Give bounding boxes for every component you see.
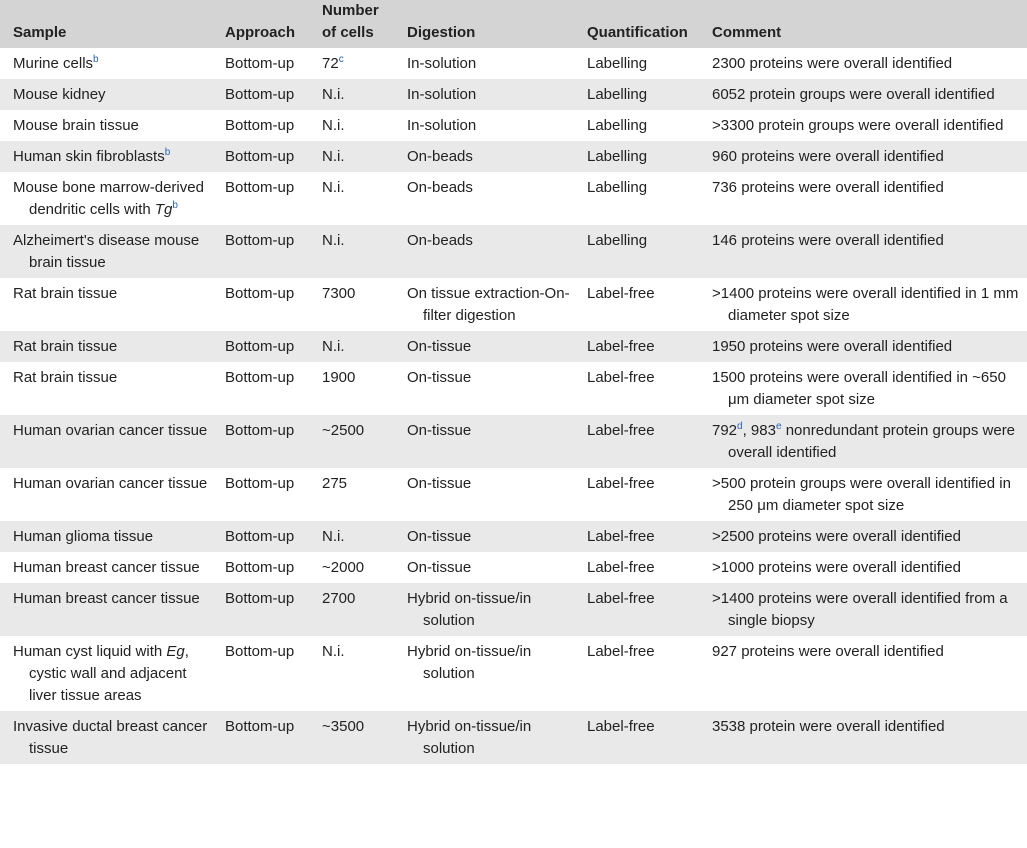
cell-sample: Invasive ductal breast cancer tissue <box>0 711 212 764</box>
footnote-marker: b <box>93 54 99 65</box>
cell-sample: Murine cells$^b$ <box>0 48 212 79</box>
cell-digestion: On-tissue <box>394 552 574 583</box>
cell-comment: >1400 proteins were overall identified from a single biopsy <box>699 583 1027 636</box>
cell-quant: Label-free <box>574 636 699 711</box>
cell-sample: Rat brain tissue <box>0 278 212 331</box>
cell-cells: 72$^c$ <box>309 48 394 79</box>
table-row <box>0 468 1027 521</box>
cell-sample: Rat brain tissue <box>0 331 212 362</box>
cell-comment: 736 proteins were overall identified <box>699 172 1027 225</box>
cell-sample: Alzheimert's disease mouse brain tissue <box>0 225 212 278</box>
cell-approach: Bottom-up <box>212 48 309 79</box>
cell-cells: N.i. <box>309 331 394 362</box>
cell-quant: Label-free <box>574 415 699 468</box>
cell-cells: ~3500 <box>309 711 394 764</box>
header-sample: Sample <box>0 0 212 48</box>
footnote-marker: e <box>775 421 782 432</box>
cell-sample: Mouse bone marrow-derived dendritic cells with Tg$^b$ <box>0 172 212 225</box>
table-row <box>0 141 1027 172</box>
header-cells-line2: of cells <box>322 24 374 41</box>
footnote-marker: b <box>164 147 171 158</box>
cell-digestion: On-beads <box>394 141 574 172</box>
cell-cells: N.i. <box>309 141 394 172</box>
header-row <box>0 0 1027 48</box>
cell-quant: Labelling <box>574 48 699 79</box>
cell-approach: Bottom-up <box>212 362 309 415</box>
cell-approach: Bottom-up <box>212 415 309 468</box>
cell-quant: Label-free <box>574 278 699 331</box>
table-row <box>0 110 1027 141</box>
cell-digestion: On-tissue <box>394 468 574 521</box>
header-number-of-cells <box>309 0 394 48</box>
cell-comment: 1500 proteins were overall identified in ~650 μm diameter spot size <box>699 362 1027 415</box>
table-row <box>0 48 1027 79</box>
cell-cells: N.i. <box>309 521 394 552</box>
cell-approach: Bottom-up <box>212 141 309 172</box>
cell-approach: Bottom-up <box>212 331 309 362</box>
table-row <box>0 711 1027 764</box>
cell-quant: Labelling <box>574 79 699 110</box>
cell-approach: Bottom-up <box>212 711 309 764</box>
cell-cells: N.i. <box>309 110 394 141</box>
cell-approach: Bottom-up <box>212 79 309 110</box>
cell-comment: 146 proteins were overall identified <box>699 225 1027 278</box>
header-comment: Comment <box>699 0 1027 48</box>
cell-digestion: On-tissue <box>394 521 574 552</box>
cell-sample: Human cyst liquid with Eg, cystic wall and adjacent liver tissue areas <box>0 636 212 711</box>
table-row <box>0 636 1027 711</box>
cell-approach: Bottom-up <box>212 521 309 552</box>
cell-cells: N.i. <box>309 79 394 110</box>
cell-cells: 7300 <box>309 278 394 331</box>
cell-cells: 2700 <box>309 583 394 636</box>
header-quantification: Quantification <box>574 0 699 48</box>
footnote-marker: d <box>737 421 743 432</box>
cell-quant: Labelling <box>574 110 699 141</box>
cell-approach: Bottom-up <box>212 225 309 278</box>
cell-cells: N.i. <box>309 172 394 225</box>
cell-sample: Human breast cancer tissue <box>0 583 212 636</box>
cell-cells: N.i. <box>309 636 394 711</box>
cell-approach: Bottom-up <box>212 172 309 225</box>
cell-digestion: On-beads <box>394 225 574 278</box>
cell-digestion: On-tissue <box>394 362 574 415</box>
cell-comment: >3300 protein groups were overall identified <box>699 110 1027 141</box>
cell-comment: 2300 proteins were overall identified <box>699 48 1027 79</box>
cell-sample: Human ovarian cancer tissue <box>0 468 212 521</box>
cell-approach: Bottom-up <box>212 110 309 141</box>
cell-digestion: On-beads <box>394 172 574 225</box>
cell-digestion: In-solution <box>394 79 574 110</box>
table-row <box>0 225 1027 278</box>
cell-cells: 275 <box>309 468 394 521</box>
cell-comment: >1400 proteins were overall identified in 1 mm diameter spot size <box>699 278 1027 331</box>
cell-approach: Bottom-up <box>212 468 309 521</box>
cell-digestion: On-tissue <box>394 415 574 468</box>
cell-cells: 1900 <box>309 362 394 415</box>
cell-digestion: In-solution <box>394 110 574 141</box>
cell-quant: Labelling <box>574 172 699 225</box>
cell-comment: >2500 proteins were overall identified <box>699 521 1027 552</box>
cell-quant: Label-free <box>574 331 699 362</box>
cell-comment: 1950 proteins were overall identified <box>699 331 1027 362</box>
table-row <box>0 172 1027 225</box>
table-row <box>0 583 1027 636</box>
cell-comment: 792$^d$, 983e nonredundant protein groups were overall identified <box>699 415 1027 468</box>
header-approach: Approach <box>212 0 309 48</box>
cell-digestion: Hybrid on-tissue/in solution <box>394 711 574 764</box>
cell-sample: Mouse kidney <box>0 79 212 110</box>
cell-quant: Label-free <box>574 583 699 636</box>
cell-digestion: On-tissue <box>394 331 574 362</box>
cell-sample: Rat brain tissue <box>0 362 212 415</box>
header-digestion: Digestion <box>394 0 574 48</box>
cell-quant: Label-free <box>574 468 699 521</box>
cell-comment: >1000 proteins were overall identified <box>699 552 1027 583</box>
cell-approach: Bottom-up <box>212 552 309 583</box>
cell-comment: 960 proteins were overall identified <box>699 141 1027 172</box>
cell-approach: Bottom-up <box>212 583 309 636</box>
cell-cells: ~2000 <box>309 552 394 583</box>
table-row <box>0 79 1027 110</box>
cell-sample: Human glioma tissue <box>0 521 212 552</box>
footnote-marker: b <box>172 200 178 211</box>
cell-quant: Label-free <box>574 552 699 583</box>
cell-quant: Labelling <box>574 225 699 278</box>
cell-sample: Human breast cancer tissue <box>0 552 212 583</box>
cell-sample: Mouse brain tissue <box>0 110 212 141</box>
cell-quant: Labelling <box>574 141 699 172</box>
cell-cells: ~2500 <box>309 415 394 468</box>
cell-comment: 927 proteins were overall identified <box>699 636 1027 711</box>
footnote-marker: c <box>338 54 344 65</box>
cell-comment: >500 protein groups were overall identified in 250 μm diameter spot size <box>699 468 1027 521</box>
table-row <box>0 552 1027 583</box>
cell-quant: Label-free <box>574 521 699 552</box>
table-row <box>0 521 1027 552</box>
cell-quant: Label-free <box>574 362 699 415</box>
cell-digestion: On tissue extraction-On-filter digestion <box>394 278 574 331</box>
cell-approach: Bottom-up <box>212 278 309 331</box>
cell-digestion: Hybrid on-tissue/in solution <box>394 636 574 711</box>
cell-digestion: In-solution <box>394 48 574 79</box>
table-row <box>0 331 1027 362</box>
cell-sample: Human ovarian cancer tissue <box>0 415 212 468</box>
cell-cells: N.i. <box>309 225 394 278</box>
cell-sample: Human skin fibroblasts$^b$ <box>0 141 212 172</box>
header-cells-line1: Number <box>322 2 379 19</box>
cell-approach: Bottom-up <box>212 636 309 711</box>
table-row <box>0 362 1027 415</box>
cell-digestion: Hybrid on-tissue/in solution <box>394 583 574 636</box>
table-row <box>0 415 1027 468</box>
table-row <box>0 278 1027 331</box>
cell-quant: Label-free <box>574 711 699 764</box>
cell-comment: 6052 protein groups were overall identified <box>699 79 1027 110</box>
cell-comment: 3538 protein were overall identified <box>699 711 1027 764</box>
